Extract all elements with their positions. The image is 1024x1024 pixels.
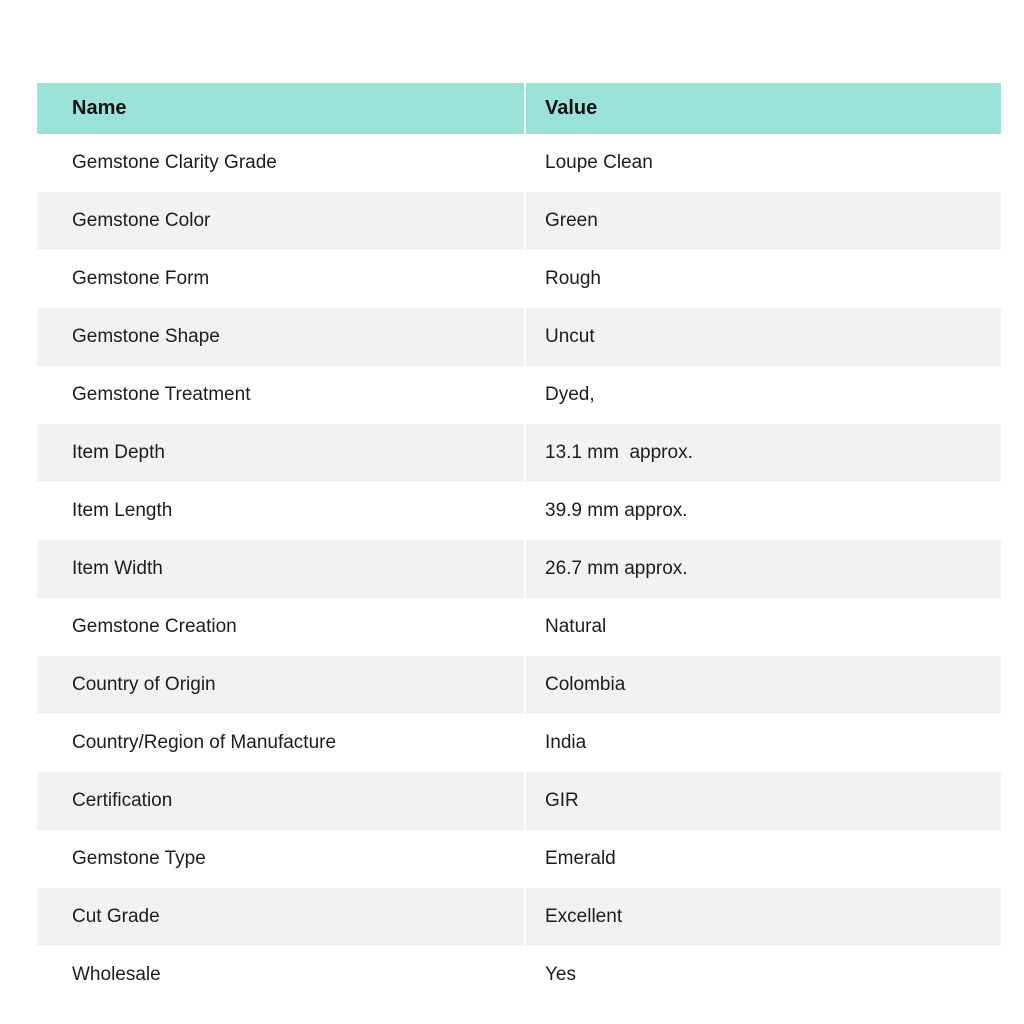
table-row <box>37 656 1001 714</box>
name-cell: Country of Origin <box>37 656 524 714</box>
table-row <box>37 134 1001 192</box>
value-cell: 13.1 mm approx. <box>524 424 1001 482</box>
name-cell: Item Depth <box>37 424 524 482</box>
value-cell: Natural <box>524 598 1001 656</box>
name-cell: Gemstone Type <box>37 830 524 888</box>
name-cell: Gemstone Treatment <box>37 366 524 424</box>
header-row <box>37 83 1001 134</box>
value-cell: Yes <box>524 946 1001 1004</box>
table-row <box>37 250 1001 308</box>
table-row <box>37 888 1001 946</box>
table-row <box>37 830 1001 888</box>
name-cell: Certification <box>37 772 524 830</box>
table-row <box>37 424 1001 482</box>
header-value-cell: Value <box>524 83 1001 134</box>
table-row <box>37 714 1001 772</box>
value-cell: Uncut <box>524 308 1001 366</box>
value-cell: Emerald <box>524 830 1001 888</box>
table-row <box>37 366 1001 424</box>
value-cell: Loupe Clean <box>524 134 1001 192</box>
table-row <box>37 540 1001 598</box>
name-cell: Item Length <box>37 482 524 540</box>
table-row <box>37 482 1001 540</box>
value-cell: GIR <box>524 772 1001 830</box>
table-row <box>37 946 1001 1004</box>
value-cell: 39.9 mm approx. <box>524 482 1001 540</box>
table-row <box>37 598 1001 656</box>
value-cell: Green <box>524 192 1001 250</box>
value-cell: Dyed, <box>524 366 1001 424</box>
name-cell: Gemstone Clarity Grade <box>37 134 524 192</box>
header-name-cell: Name <box>37 83 524 134</box>
item-specifics-table <box>37 83 1001 1004</box>
name-cell: Gemstone Shape <box>37 308 524 366</box>
value-cell: Excellent <box>524 888 1001 946</box>
name-cell: Cut Grade <box>37 888 524 946</box>
name-cell: Gemstone Creation <box>37 598 524 656</box>
value-cell: 26.7 mm approx. <box>524 540 1001 598</box>
name-cell: Gemstone Form <box>37 250 524 308</box>
name-cell: Gemstone Color <box>37 192 524 250</box>
value-cell: Rough <box>524 250 1001 308</box>
table-row <box>37 772 1001 830</box>
value-cell: India <box>524 714 1001 772</box>
table-row <box>37 308 1001 366</box>
value-cell: Colombia <box>524 656 1001 714</box>
name-cell: Item Width <box>37 540 524 598</box>
table-row <box>37 192 1001 250</box>
name-cell: Country/Region of Manufacture <box>37 714 524 772</box>
name-cell: Wholesale <box>37 946 524 1004</box>
item-specifics-table-container <box>37 83 1001 1004</box>
